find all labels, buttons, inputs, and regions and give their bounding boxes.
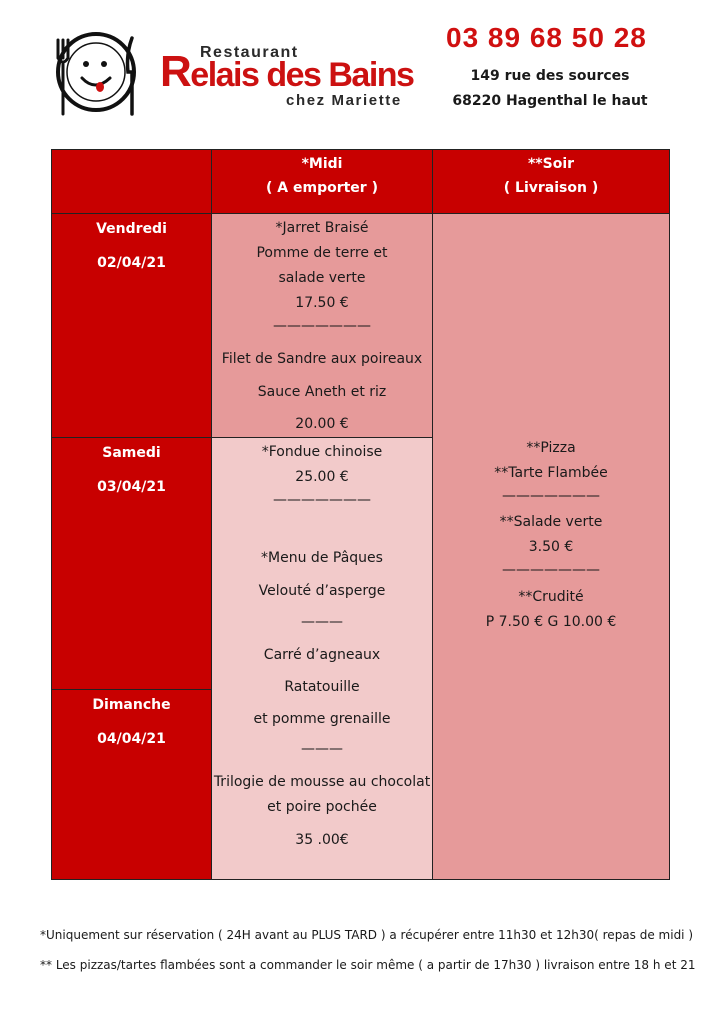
phone-number: 03 89 68 50 28: [446, 22, 647, 53]
footer-note-pizza: ** Les pizzas/tartes flambées sont a commander le soir même ( a partir de 17h30 ) livraison entre 18 h et 21: [40, 958, 696, 972]
menu-line: et poire pochée: [267, 799, 377, 815]
restaurant-logo-icon: [48, 28, 140, 118]
address-street: 149 rue des sources: [470, 68, 630, 84]
day-cell-sunday: [52, 690, 212, 879]
menu-line: *Jarret Braisé: [275, 220, 369, 236]
soir-subtitle: ( Livraison ): [503, 180, 599, 196]
brand-subtitle: chez Mariette: [286, 92, 402, 109]
header-midi-cell: [212, 150, 433, 214]
menu-line: Carré d’agneaux: [263, 647, 381, 663]
menu-line: Filet de Sandre aux poireaux: [221, 351, 423, 367]
menu-price: P 7.50 € G 10.00 €: [485, 614, 617, 630]
menu-line: Pomme de terre et: [256, 245, 388, 261]
menu-price: 25.00 €: [295, 469, 349, 485]
footer-note-reservation: *Uniquement sur réservation ( 24H avant au PLUS TARD ) a récupérer entre 11h30 et 12h30( repas de midi ): [40, 928, 694, 942]
menu-table: [51, 149, 670, 880]
day-cell-friday: [52, 214, 212, 438]
header-soir-cell: [433, 150, 669, 214]
day-name: Dimanche: [92, 697, 171, 713]
soir-menu: [433, 214, 669, 879]
menu-line: *Menu de Pâques: [261, 550, 383, 566]
day-cell-saturday: [52, 438, 212, 690]
midi-friday-menu: [212, 214, 433, 438]
brand-initial: R: [160, 47, 191, 96]
day-name: Samedi: [102, 445, 161, 461]
header-empty-cell: [52, 150, 212, 214]
menu-line: **Tarte Flambée: [494, 465, 608, 481]
day-name: Vendredi: [96, 221, 167, 237]
menu-price: 17.50 €: [295, 295, 349, 311]
menu-line: **Pizza: [526, 440, 576, 456]
menu-separator: ———————: [273, 492, 371, 508]
midi-title: *Midi: [301, 156, 343, 172]
address-city: 68220 Hagenthal le haut: [452, 93, 648, 109]
midi-subtitle: ( A emporter ): [266, 180, 378, 196]
menu-line: Trilogie de mousse au chocolat: [213, 774, 431, 790]
menu-separator: ———————: [273, 318, 371, 334]
menu-line: et pomme grenaille: [253, 711, 391, 727]
midi-weekend-menu: [212, 438, 433, 879]
menu-separator: ———: [301, 614, 343, 630]
menu-separator: ———————: [502, 488, 600, 504]
brand-name: [160, 47, 414, 97]
menu-line: **Crudité: [518, 589, 584, 605]
menu-line: *Fondue chinoise: [261, 444, 383, 460]
menu-line: **Salade verte: [499, 514, 603, 530]
brand-restaurant-word: Restaurant: [200, 44, 299, 61]
menu-line: Velouté d’asperge: [258, 583, 386, 599]
menu-line: Ratatouille: [284, 679, 360, 695]
menu-separator: ———————: [502, 562, 600, 578]
menu-line: salade verte: [278, 270, 366, 286]
day-date: 03/04/21: [97, 479, 166, 495]
brand-name-rest: elais des Bains: [190, 56, 414, 94]
menu-price: 20.00 €: [295, 416, 349, 432]
menu-separator: ———: [301, 741, 343, 757]
soir-title: **Soir: [527, 156, 575, 172]
day-date: 04/04/21: [97, 731, 166, 747]
menu-price: 35 .00€: [295, 832, 349, 848]
day-date: 02/04/21: [97, 255, 166, 271]
menu-line: Sauce Aneth et riz: [257, 384, 387, 400]
menu-price: 3.50 €: [528, 539, 574, 555]
